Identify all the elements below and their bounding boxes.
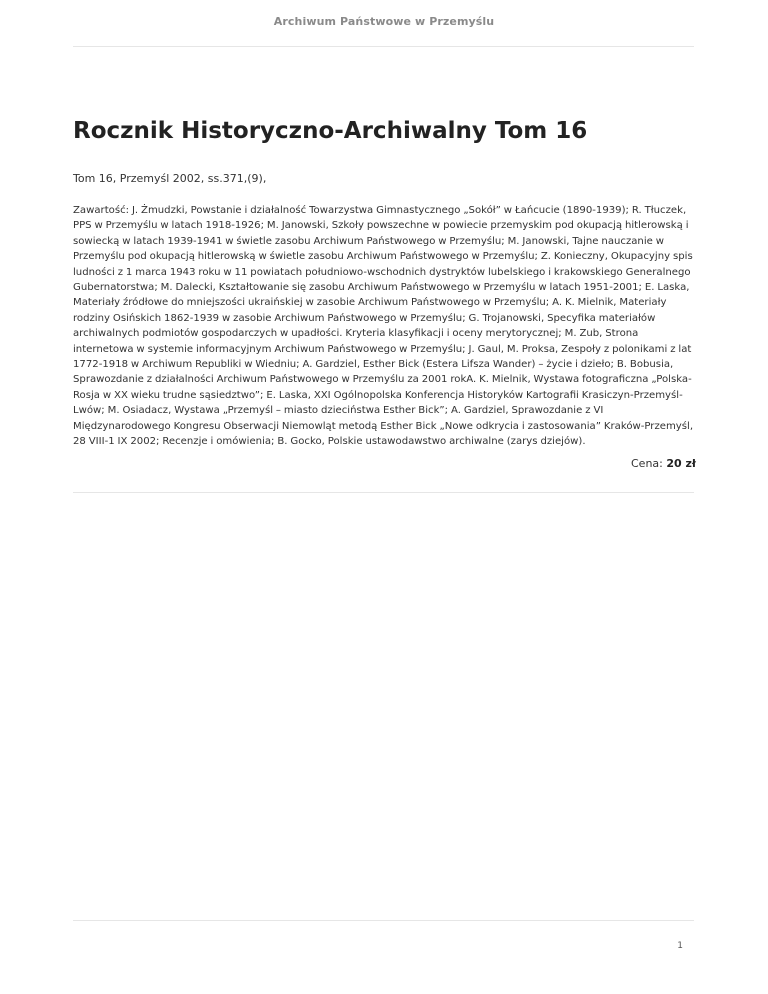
footer-divider xyxy=(73,920,694,921)
price-value: 20 zł xyxy=(666,456,696,470)
page-header xyxy=(0,0,768,47)
document-contents: Zawartość: J. Żmudzki, Powstanie i działalność Towarzystwa Gimnastycznego „Sokół” w Łańcucie (1890-1939); R. Tłuczek, PPS w Przemyślu w latach 1918-1926; M. Janowski, Szkoły powszechne w powiecie przemyskim pod okupacją hitlerowską i sowiecką w latach 1939-1941 w świetle zasobu Archiwum Państwowego w Przemyślu; M. Janowski, Tajne nauczanie w Przemyślu pod okupacją hitlerowską w świetle zasobu Archiwum Państwowego w Przemyślu; Z. Konieczny, Okupacyjny spis ludności z 1 marca 1943 roku w 11 powiatach południowo-wschodnich dystryktów lubelskiego i krakowskiego Generalnego Gubernatorstwa; M. Dalecki, Kształtowanie się zasobu Archiwum Państwowego w Przemyślu w latach 1951-2001; E. Laska, Materiały źródłowe do mniejszości ukraińskiej w zasobie Archiwum Państwowego w Przemyślu; A. K. Mielnik, Materiały rodziny Osińskich 1862-1939 w zasobie Archiwum Państwowego w Przemyślu; G. Trojanowski, Specyfika materiałów archiwalnych podmiotów gospodarczych w upadłości. Kryteria klasyfikacji i oceny merytorycznej; M. Zub, Strona internetowa w systemie informacyjnym Archiwum Państwowego w Przemyślu; J. Gaul, M. Proksa, Zespoły z polonikami z lat 1772-1918 w Archiwum Republiki w Wiedniu; A. Gardziel, Esther Bick (Estera Lifsza Wander) – życie i dzieło; B. Bobusia, Sprawozdanie z działalności Archiwum Państwowego w Przemyślu za 2001 rokA. K. Mielnik, Wystawa fotograficzna „Polska-Rosja w XX wieku trudne sąsiedztwo”; E. Laska, XXI Ogólnopolska Konferencja Historyków Kartografii Krasiczyn-Przemyśl-Lwów; M. Osiadacz, Wystawa „Przemyśl – miasto dzieciństwa Esther Bick”; A. Gardziel, Sprawozdanie z VI Międzynarodowego Kongresu Obserwacji Niemowląt metodą Esther Bick „Nowe odkrycia i zastosowania” Kraków-Przemyśl, 28 VIII-1 IX 2002; Recenzje i omówienia; B. Gocko, Polskie ustawodawstwo archiwalne (zarys dziejów). xyxy=(73,205,694,448)
document-content xyxy=(73,116,696,472)
page-number: 1 xyxy=(677,941,683,951)
document-subtitle: Tom 16, Przemyśl 2002, ss.371,(9), xyxy=(73,172,267,185)
content-divider xyxy=(73,492,694,493)
header-divider xyxy=(73,46,694,47)
price xyxy=(73,456,696,472)
site-name: Archiwum Państwowe w Przemyślu xyxy=(273,15,495,28)
document-title: Rocznik Historyczno-Archiwalny Tom 16 xyxy=(73,118,588,144)
price-label: Cena: xyxy=(631,456,663,470)
